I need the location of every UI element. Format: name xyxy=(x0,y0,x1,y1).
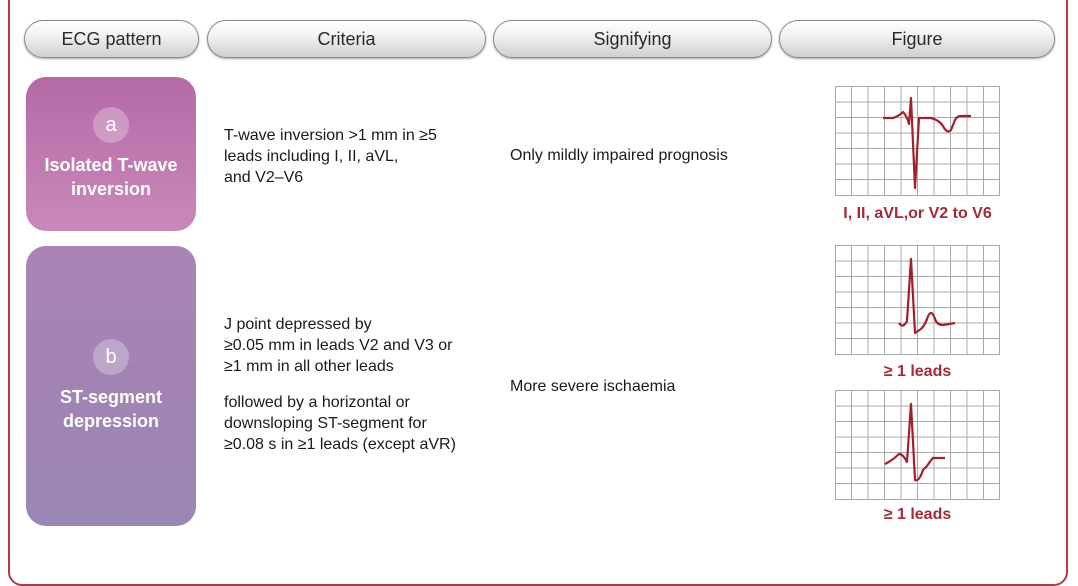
figure-caption-b2: ≥ 1 leads xyxy=(883,506,952,523)
criteria-b-line2: ≥0.05 mm in leads V2 and V3 or xyxy=(224,337,453,354)
header-ecg-pattern: ECG pattern xyxy=(24,20,199,58)
ecg-figure-b2 xyxy=(835,390,1000,500)
criteria-b-line3: ≥1 mm in all other leads xyxy=(224,358,394,375)
pattern-label-a-line2: inversion xyxy=(70,179,152,199)
criteria-a-line3: and V2–V6 xyxy=(224,169,304,186)
criteria-a xyxy=(224,125,437,188)
ecg-grid-b1 xyxy=(835,245,1000,355)
pattern-label-b-line2: depression xyxy=(62,411,160,431)
figure-caption-a: I, II, aVL,or V2 to V6 xyxy=(843,205,992,222)
ecg-grid-b2 xyxy=(835,390,1000,500)
ecg-trace-b2 xyxy=(885,404,945,480)
header-signifying: Signifying xyxy=(493,20,772,58)
pattern-label-a-line1: Isolated T-wave xyxy=(44,155,178,175)
pattern-letter-a: a xyxy=(93,107,129,143)
header-figure: Figure xyxy=(779,20,1055,58)
figure-caption-b1: ≥ 1 leads xyxy=(883,363,952,380)
pattern-letter-b: b xyxy=(93,339,129,375)
criteria-b-line6: ≥0.08 s in ≥1 leads (except aVR) xyxy=(224,436,456,453)
criteria-b-line1: J point depressed by xyxy=(224,316,372,333)
signifying-b: More severe ischaemia xyxy=(510,378,676,395)
criteria-b xyxy=(224,314,456,455)
ecg-trace-b1 xyxy=(899,259,955,333)
pattern-cell-b xyxy=(26,246,196,526)
ecg-trace-a xyxy=(883,98,971,188)
pattern-label-b-line1: ST-segment xyxy=(59,387,163,407)
pattern-cell-a xyxy=(26,77,196,231)
criteria-a-line2: leads including I, II, aVL, xyxy=(224,148,399,165)
criteria-b-line4: followed by a horizontal or xyxy=(224,394,410,411)
signifying-a: Only mildly impaired prognosis xyxy=(510,147,728,164)
ecg-figure-b1 xyxy=(835,245,1000,355)
criteria-a-line1: T-wave inversion >1 mm in ≥5 xyxy=(224,127,437,144)
criteria-b-line5: downsloping ST-segment for xyxy=(224,415,427,432)
ecg-figure-a xyxy=(835,86,1000,196)
header-criteria: Criteria xyxy=(207,20,486,58)
